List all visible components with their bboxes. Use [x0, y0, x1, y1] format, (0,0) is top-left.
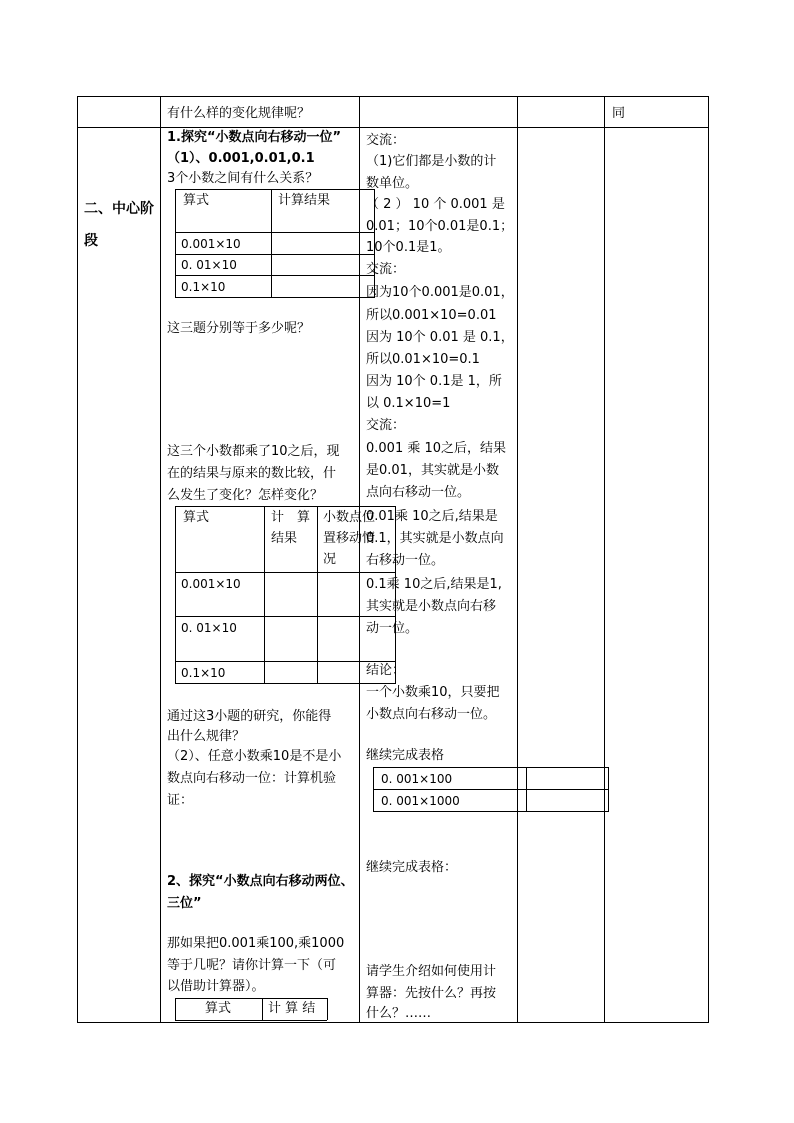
top-row-note: 同 — [612, 106, 626, 121]
paragraph-compare: 在的结果与原来的数比较，什 — [167, 466, 337, 481]
t2-header-movement: 况 — [323, 552, 337, 567]
note-line: 右移动一位。 — [366, 553, 445, 568]
t1-line — [271, 189, 272, 297]
note-line: 其实就是小数点向右移 — [366, 599, 497, 614]
conclusion-label: 结论： — [366, 663, 406, 678]
section-title-line2: 段 — [84, 233, 98, 249]
note-line: 因为 10个 0.01 是 0.1， — [366, 330, 514, 345]
calculator-instruction: 什么？…… — [366, 1006, 432, 1021]
note-line: （1)它们都是小数的计 — [366, 154, 497, 169]
table-border-top — [77, 96, 709, 97]
note-line: 是0.01，其实就是小数 — [366, 463, 499, 478]
paragraph-calc: 以借助计算器）。 — [167, 979, 265, 994]
column-divider-2 — [359, 96, 360, 1023]
column-divider-4 — [604, 96, 605, 1023]
t1-header-result: 计算结果 — [278, 193, 331, 208]
conclusion-text: 一个小数乘10，只要把 — [366, 685, 500, 700]
paragraph-verify: 证： — [167, 793, 194, 808]
conclusion-text: 小数点向右移动一位。 — [366, 707, 497, 722]
note-line: 因为 10个 0.1是 1，所 — [366, 374, 502, 389]
note-line: 交流： — [366, 133, 406, 148]
column-divider-3 — [517, 96, 518, 1023]
note-line: 动一位。 — [366, 621, 419, 636]
t4-line — [608, 767, 609, 811]
t3-header-result: 计 算 结 — [268, 1001, 316, 1016]
t2-line — [317, 506, 318, 683]
t4-row-formula: 0. 001×1000 — [381, 794, 460, 808]
t1-row-formula: 0.1×10 — [181, 280, 226, 294]
t3-line — [175, 1020, 327, 1021]
paragraph-calc: 等于几呢？请你计算一下（可 — [167, 958, 337, 973]
paragraph-verify: 数点向右移动一位：计算机验 — [167, 771, 337, 786]
heading-explore-two-three: 三位” — [167, 896, 202, 911]
t2-header-result: 计 算 — [271, 510, 311, 525]
note-line: 以 0.1×10=1 — [366, 396, 451, 411]
paragraph-compare: 么发生了变化？怎样变化？ — [167, 488, 324, 503]
t1-line — [175, 189, 176, 297]
column-divider-1 — [160, 96, 161, 1023]
table-border-right — [708, 96, 709, 1023]
note-line: 0.01；10个0.01是0.1； — [366, 219, 514, 234]
question-relationship: 3个小数之间有什么关系？ — [167, 171, 319, 186]
t2-row-formula: 0. 01×10 — [181, 621, 237, 635]
continue-table-label: 继续完成表格 — [366, 748, 445, 763]
note-line: 0.1，其实就是小数点向 — [366, 531, 504, 546]
paragraph-compare: 这三个小数都乘了10之后，现 — [167, 444, 340, 459]
t2-header-result: 结果 — [271, 531, 298, 546]
heading-explore-one-place: 1.探究“小数点向右移动一位” — [167, 130, 342, 145]
paragraph-rule: 通过这3小题的研究，你能得 — [167, 709, 332, 724]
paragraph-verify: （2）、任意小数乘10是不是小 — [167, 749, 342, 764]
t2-row-formula: 0.1×10 — [181, 666, 226, 680]
t3-line — [327, 998, 328, 1020]
calculator-instruction: 请学生介绍如何使用计 — [366, 964, 497, 979]
note-line: 0.01乘 10之后,结果是 — [366, 509, 498, 524]
heading-explore-two-three: 2、探究“小数点向右移动两位、 — [167, 874, 354, 889]
heading-sub-numbers: （1）、0.001,0.01,0.1 — [167, 151, 315, 166]
note-line: （ 2 ） 10 个 0.001 是 — [366, 197, 505, 212]
note-line: 点向右移动一位。 — [366, 485, 471, 500]
t1-header-formula: 算式 — [183, 193, 210, 208]
note-line: 所以0.01×10=0.1 — [366, 352, 480, 367]
t2-header-movement: 置移动情 — [323, 531, 376, 546]
table-border-left — [77, 96, 78, 1023]
note-line: 数单位。 — [366, 176, 419, 191]
t2-header-movement: 小数点位 — [323, 510, 376, 525]
t2-line — [264, 506, 265, 683]
section-title-line1: 二、中心阶 — [84, 201, 154, 217]
t2-row-formula: 0.001×10 — [181, 577, 241, 591]
t4-line — [373, 767, 374, 811]
paragraph-rule: 出什么规律？ — [167, 729, 246, 744]
note-line: 10个0.1是1。 — [366, 240, 451, 255]
continue-table-label-2: 继续完成表格： — [366, 860, 458, 875]
note-line: 因为10个0.001是0.01， — [366, 285, 514, 300]
t3-header-formula: 算式 — [205, 1001, 232, 1016]
t3-line — [175, 998, 176, 1020]
note-line: 所以0.001×10=0.01 — [366, 308, 497, 323]
note-line: 0.001 乘 10之后，结果 — [366, 441, 507, 456]
note-line: 0.1乘 10之后,结果是1, — [366, 577, 502, 592]
t4-row-formula: 0. 001×100 — [381, 772, 453, 786]
paragraph-calc: 那如果把0.001乘100,乘1000 — [167, 936, 345, 951]
note-line: 交流： — [366, 418, 406, 433]
t2-line — [175, 506, 176, 683]
t1-row-formula: 0.001×10 — [181, 237, 241, 251]
t4-line — [526, 767, 527, 811]
calculator-instruction: 算器：先按什么？再按 — [366, 986, 497, 1001]
t1-row-formula: 0. 01×10 — [181, 258, 237, 272]
note-line: 交流： — [366, 262, 406, 277]
t3-line — [262, 998, 263, 1020]
top-row-question: 有什么样的变化规律呢？ — [167, 106, 311, 121]
t2-header-formula: 算式 — [183, 510, 210, 525]
question-results: 这三题分别等于多少呢？ — [167, 321, 311, 336]
